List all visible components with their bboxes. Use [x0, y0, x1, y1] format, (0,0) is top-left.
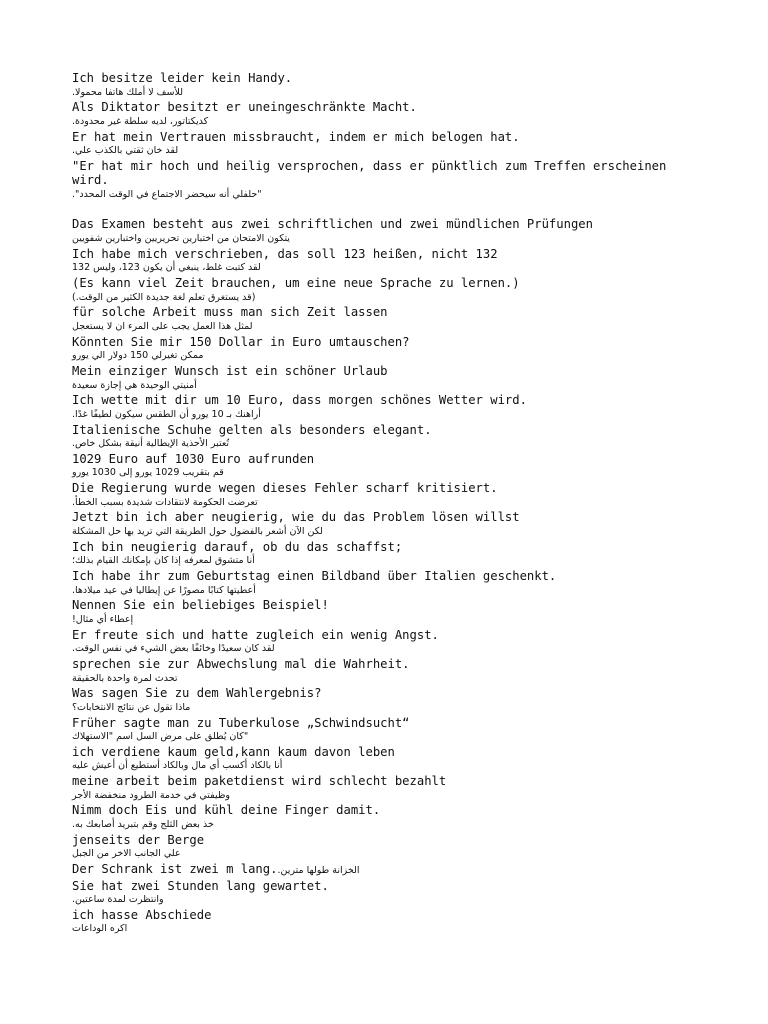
arabic-translation: إعطاء أي مثال!	[72, 613, 134, 625]
german-sentence: Ich wette mit dir um 10 Euro, dass morgen schönes Wetter wird.	[72, 393, 527, 408]
german-sentence: Ich bin neugierig darauf, ob du das schaffst;	[72, 539, 403, 554]
german-sentence: Ich habe mich verschrieben, das soll 123 heißen, nicht 132	[72, 246, 498, 261]
german-text: Der Schrank ist zwei m lang.	[72, 862, 278, 876]
german-sentence: (Es kann viel Zeit brauchen, um eine neue Sprache zu lernen.)	[72, 276, 520, 291]
german-sentence	[72, 862, 692, 879]
arabic-translation: لقد كتبت غلط، ينبغي أن يكون 123، وليس 132	[72, 262, 261, 274]
arabic-translation: قم بتقريب 1029 يورو إلى 1030 يورو	[72, 467, 224, 479]
document-page	[72, 71, 692, 937]
arabic-translation: أنا بالكاد أكسب أي مال وبالكاد أستطيع أن أعيش عليه	[72, 760, 283, 772]
german-sentence: Er hat mein Vertrauen missbraucht, indem er mich belogen hat.	[72, 129, 520, 144]
german-sentence: Mein einziger Wunsch ist ein schöner Urlaub	[72, 363, 388, 378]
german-sentence: Italienische Schuhe gelten als besonders elegant.	[72, 422, 432, 437]
arabic-translation: لمثل هذا العمل يجب على المرء ان لا يستعجل	[72, 320, 253, 332]
german-sentence: meine arbeit beim paketdienst wird schlecht bezahlt	[72, 774, 447, 789]
german-sentence: Die Regierung wurde wegen dieses Fehler scharf kritisiert.	[72, 481, 498, 496]
german-sentence: Was sagen Sie zu dem Wahlergebnis?	[72, 686, 322, 701]
arabic-translation: "حلفلي أنه سيحضر الاجتماع في الوقت المحدد".	[72, 189, 262, 201]
arabic-translation: تعرضت الحكومة لانتقادات شديدة بسبب الخطأ.	[72, 496, 258, 508]
arabic-translation: أنا متشوق لمعرفه إذا كان بإمكانك القيام بذلك؛	[72, 555, 255, 567]
arabic-translation: كديكتاتور، لديه سلطة غير محدودة.	[72, 115, 209, 127]
german-sentence: jenseits der Berge	[72, 832, 205, 847]
german-sentence: Als Diktator besitzt er uneingeschränkte Macht.	[72, 100, 417, 115]
german-sentence: Nennen Sie ein beliebiges Beispiel!	[72, 598, 329, 613]
german-sentence: für solche Arbeit muss man sich Zeit lassen	[72, 305, 388, 320]
arabic-translation: تحدث لمرة واحدة بالحقيقة	[72, 672, 178, 684]
arabic-translation: تُعتبر الأحذية الإيطالية أنيقة بشكل خاص.	[72, 438, 230, 450]
arabic-translation: أعطيتها كتابًا مصورًا عن إيطاليا في عيد ميلادها.	[72, 584, 256, 596]
arabic-translation: "كان يُطلق على مرض السل اسم "الاستهلاك	[72, 731, 249, 743]
german-sentence: sprechen sie zur Abwechslung mal die Wahrheit.	[72, 656, 410, 671]
german-sentence: Ich habe ihr zum Geburtstag einen Bildband über Italien geschenkt.	[72, 569, 557, 584]
german-sentence: Nimm doch Eis und kühl deine Finger damit.	[72, 803, 381, 818]
arabic-translation: لكن الآن أشعر بالفضول حول الطريقة التي تريد بها حل المشكلة	[72, 526, 323, 538]
arabic-translation: ممكن تغيرلي 150 دولار الي يورو	[72, 350, 204, 362]
german-sentence: "Er hat mir hoch und heilig versprochen, dass er pünktlich zum Treffen erscheinen wird.	[72, 158, 674, 188]
arabic-translation: علي الجانب الاخر من الجبل	[72, 848, 181, 860]
german-sentence: Jetzt bin ich aber neugierig, wie du das Problem lösen willst	[72, 510, 520, 525]
german-sentence: Könnten Sie mir 150 Dollar in Euro umtauschen?	[72, 334, 410, 349]
arabic-translation: خذ بعض الثلج وقم بتبريد أصابعك به.	[72, 819, 214, 830]
arabic-translation: ماذا تقول عن نتائج الانتخابات؟	[72, 701, 191, 713]
german-sentence: Sie hat zwei Stunden lang gewartet.	[72, 878, 329, 893]
german-sentence: Er freute sich und hatte zugleich ein wenig Angst.	[72, 627, 439, 642]
arabic-translation: أراهنك بـ 10 يورو أن الطقس سيكون لطيفًا غدًا.	[72, 408, 261, 420]
german-sentence: Das Examen besteht aus zwei schriftlichen und zwei mündlichen Prüfungen	[72, 217, 593, 232]
arabic-translation: يتكون الامتحان من اختبارين تحريريين واختبارين شفويين	[72, 233, 290, 245]
german-sentence: Ich besitze leider kein Handy.	[72, 71, 293, 85]
arabic-translation: لقد كان سعيدًا وخائفًا بعض الشيء في نفس الوقت.	[72, 643, 275, 655]
arabic-translation-inline: الخزانة طولها مترين.	[277, 865, 360, 876]
german-sentence: ich hasse Abschiede	[72, 907, 212, 922]
german-sentence: Früher sagte man zu Tuberkulose „Schwindsucht“	[72, 715, 410, 730]
arabic-translation: وانتظرت لمدة ساعتين.	[72, 894, 164, 906]
arabic-translation: وظيفتي في خدمة الطرود منخفضة الأجر	[72, 789, 230, 801]
arabic-translation: لقد خان ثقتي بالكذب علي.	[72, 145, 179, 157]
arabic-translation: للأسف لا أملك هاتفا محمولا.	[72, 86, 184, 98]
arabic-translation: (قد يستغرق تعلم لغة جديدة الكثير من الوقت.)	[72, 291, 256, 303]
arabic-translation: اكره الوداعات	[72, 923, 128, 935]
arabic-translation: أمنيتي الوحيدة هي إجازة سعيدة	[72, 379, 197, 391]
german-sentence: 1029 Euro auf 1030 Euro aufrunden	[72, 451, 315, 466]
german-sentence: ich verdiene kaum geld,kann kaum davon leben	[72, 744, 395, 759]
blank-line	[72, 203, 692, 218]
